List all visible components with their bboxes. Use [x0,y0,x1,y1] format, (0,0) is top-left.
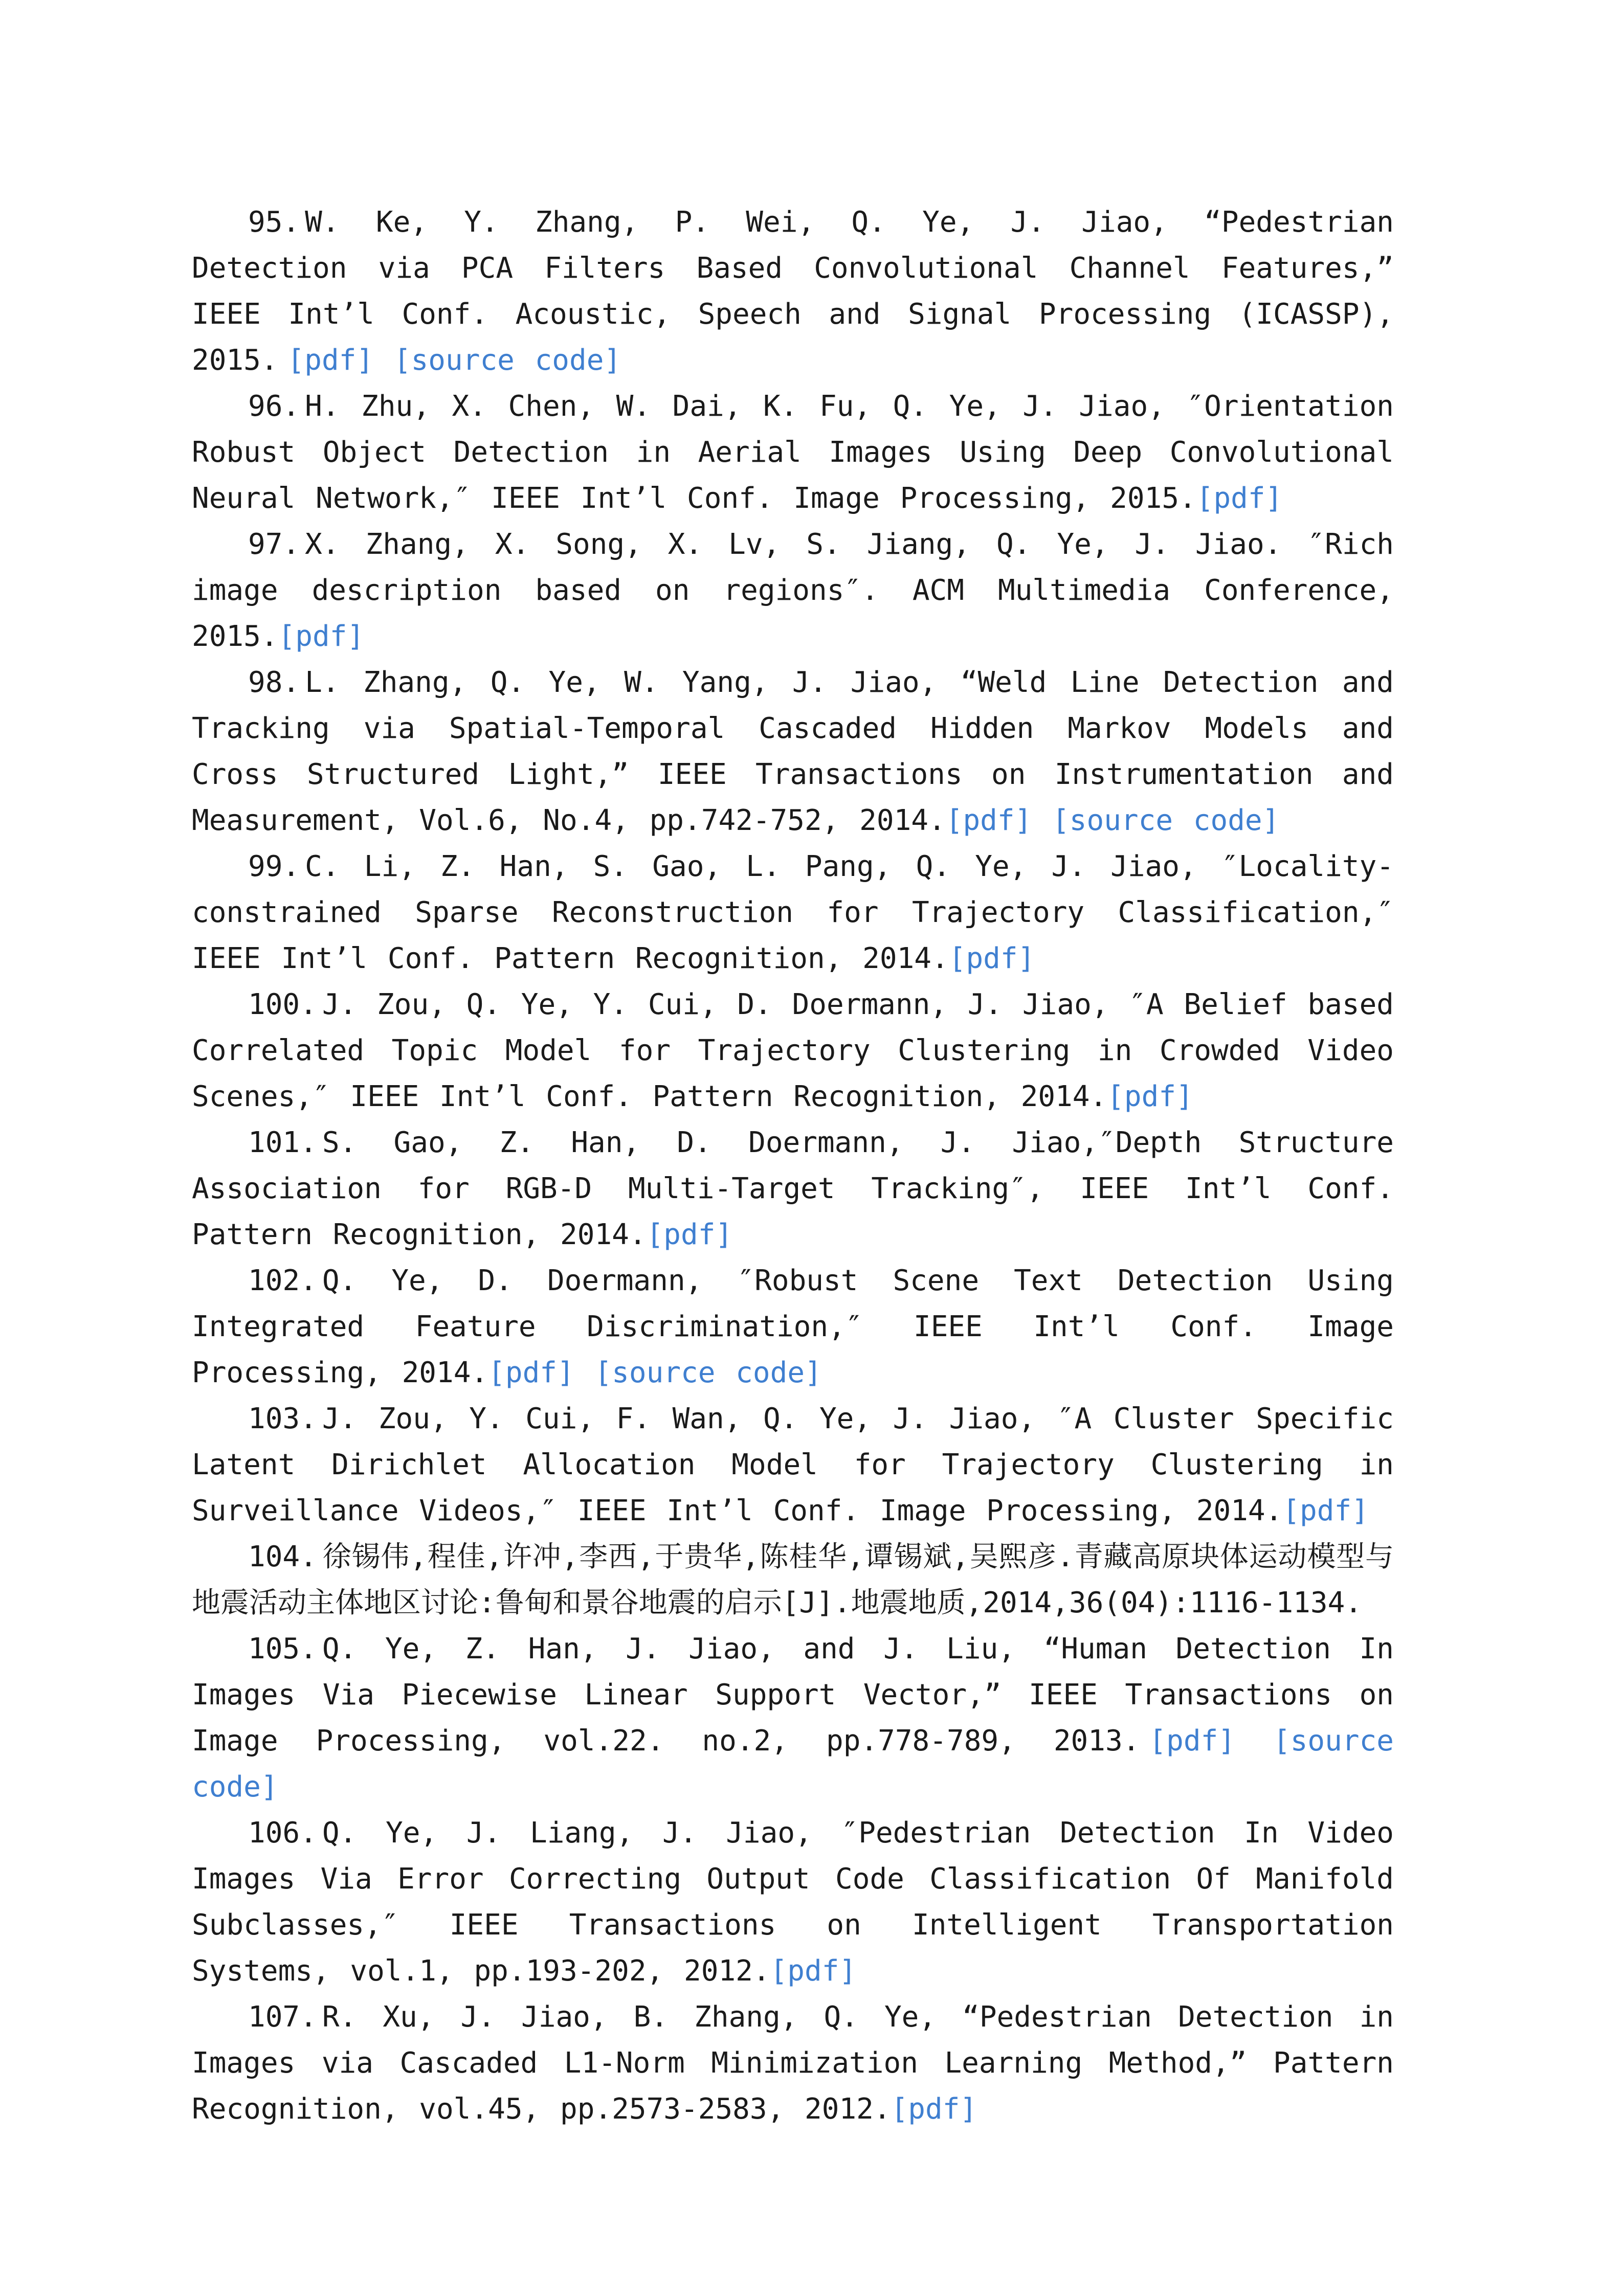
reference-number: 98. [248,666,300,699]
reference-number: 95. [248,206,300,239]
pdf-link[interactable]: [pdf] [1196,482,1283,515]
pdf-link[interactable]: [pdf] [278,620,365,653]
reference-text: S. Gao, Z. Han, D. Doermann, J. Jiao,″Depth Structure Association for RGB-D Multi-Target Tracking″, IEEE Int’l Conf. Pattern Recognition, 2014. [192,1126,1394,1251]
reference-item-103 [192,1396,1394,1534]
reference-item-97 [192,522,1394,660]
reference-number: 103. [248,1402,317,1435]
reference-number: 99. [248,850,300,883]
reference-number: 96. [248,390,300,423]
pdf-link[interactable]: [pdf] [1282,1494,1369,1527]
reference-item-96 [192,384,1394,522]
reference-item-95 [192,199,1394,384]
pdf-link[interactable]: [pdf] [287,344,374,377]
pdf-link[interactable]: [pdf] [646,1218,733,1251]
reference-number: 101. [248,1126,317,1159]
reference-number: 100. [248,988,317,1021]
reference-item-98 [192,660,1394,844]
pdf-link[interactable]: [pdf] [891,2092,977,2126]
source-code-link[interactable]: [source code] [393,344,621,377]
pdf-link[interactable]: [pdf] [945,804,1032,837]
reference-number: 107. [248,2000,317,2034]
reference-item-105 [192,1626,1394,1810]
reference-text: Q. Ye, Z. Han, J. Jiao, and J. Liu, “Human Detection In Images Via Piecewise Linear Support Vector,” IEEE Transactions on Image Processing, vol.22. no.2, pp.778-789, 2013. [192,1632,1394,1758]
reference-item-100 [192,982,1394,1120]
reference-text: Q. Ye, D. Doermann, ″Robust Scene Text Detection Using Integrated Feature Discrimination,″ IEEE Int’l Conf. Image Processing, 2014. [192,1264,1394,1389]
reference-text: W. Ke, Y. Zhang, P. Wei, Q. Ye, J. Jiao, “Pedestrian Detection via PCA Filters Based Convolutional Channel Features,” IEEE Int’l Conf. Acoustic, Speech and Signal Processing (ICASSP), 2015. [192,206,1394,377]
reference-item-107 [192,1994,1394,2132]
reference-item-102 [192,1258,1394,1396]
reference-text: Q. Ye, J. Liang, J. Jiao, ″Pedestrian Detection In Video Images Via Error Correcting Output Code Classification Of Manifold Subclasses,″ IEEE Transactions on Intelligent Transportation Systems, vol.1, pp.193-202, 2012. [192,1816,1394,1988]
reference-text: J. Zou, Y. Cui, F. Wan, Q. Ye, J. Jiao, ″A Cluster Specific Latent Dirichlet Allocation Model for Trajectory Clustering in Surveillance Videos,″ IEEE Int’l Conf. Image Processing, 2014. [192,1402,1394,1527]
reference-number: 106. [248,1816,317,1850]
reference-text: L. Zhang, Q. Ye, W. Yang, J. Jiao, “Weld Line Detection and Tracking via Spatial-Temporal Cascaded Hidden Markov Models and Cross Structured Light,” IEEE Transactions on Instrumentation and Measurement, Vol.6, No.4, pp.742-752, 2014. [192,666,1394,837]
reference-item-104 [192,1534,1394,1626]
pdf-link[interactable]: [pdf] [1149,1724,1235,1758]
reference-number: 104. [248,1540,317,1573]
reference-list [192,199,1394,2132]
pdf-link[interactable]: [pdf] [488,1356,574,1389]
reference-number: 97. [248,528,300,561]
source-code-link[interactable]: [source code] [1052,804,1280,837]
reference-item-99 [192,844,1394,982]
source-code-link[interactable]: [source code] [594,1356,822,1389]
reference-text: H. Zhu, X. Chen, W. Dai, K. Fu, Q. Ye, J. Jiao, ″Orientation Robust Object Detection in Aerial Images Using Deep Convolutional Neural Network,″ IEEE Int’l Conf. Image Processing, 2015. [192,390,1394,515]
reference-item-106 [192,1810,1394,1994]
reference-text: 徐锡伟,程佳,许冲,李西,于贵华,陈桂华,谭锡斌,吴熙彦.青藏高原块体运动模型与地震活动主体地区讨论:鲁甸和景谷地震的启示[J].地震地质,2014,36(04):1116-1134. [192,1540,1394,1619]
pdf-link[interactable]: [pdf] [1107,1080,1193,1113]
reference-text: R. Xu, J. Jiao, B. Zhang, Q. Ye, “Pedestrian Detection in Images via Cascaded L1-Norm Minimization Learning Method,” Pattern Recognition, vol.45, pp.2573-2583, 2012. [192,2000,1394,2126]
pdf-link[interactable]: [pdf] [948,942,1035,975]
reference-text: C. Li, Z. Han, S. Gao, L. Pang, Q. Ye, J. Jiao, ″Locality-constrained Sparse Reconstruction for Trajectory Classification,″ IEEE Int’l Conf. Pattern Recognition, 2014. [192,850,1394,975]
reference-text: J. Zou, Q. Ye, Y. Cui, D. Doermann, J. Jiao, ″A Belief based Correlated Topic Model for Trajectory Clustering in Crowded Video Scenes,″ IEEE Int’l Conf. Pattern Recognition, 2014. [192,988,1394,1113]
pdf-link[interactable]: [pdf] [770,1954,857,1988]
reference-number: 105. [248,1632,317,1665]
reference-number: 102. [248,1264,317,1297]
reference-text: X. Zhang, X. Song, X. Lv, S. Jiang, Q. Ye, J. Jiao. ″Rich image description based on regions″. ACM Multimedia Conference, 2015. [192,528,1394,653]
source-code-link[interactable]: [source code] [192,1724,1394,1804]
reference-item-101 [192,1120,1394,1258]
